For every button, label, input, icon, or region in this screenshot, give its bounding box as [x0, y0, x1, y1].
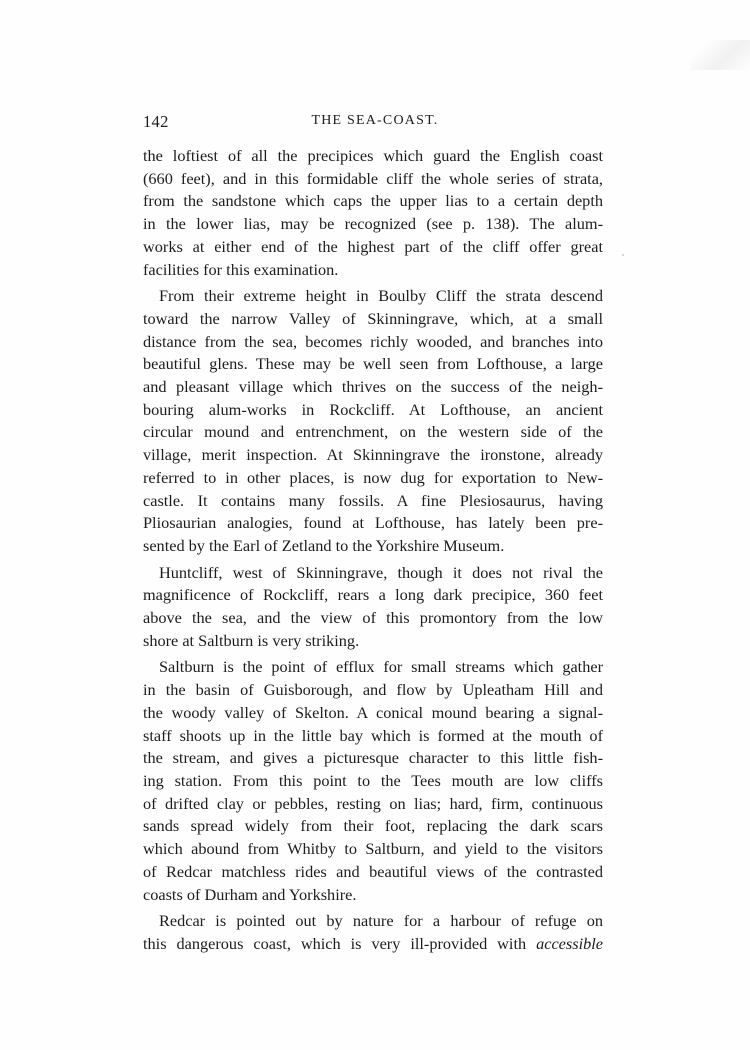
text-line: magnificence of Rockcliff, rears a long dark precipice, 360 feet — [143, 585, 603, 605]
italic-word: accessible — [536, 933, 603, 953]
text-line: sands spread widely from their foot, replacing the dark scars — [143, 816, 603, 836]
text-line: ing station. From this point to the Tees mouth are low cliffs — [143, 770, 603, 790]
text-line: in the lower lias, may be recognized (see p. 138). The alum- — [143, 214, 603, 234]
text-line: toward the narrow Valley of Skinningrave, which, at a small — [143, 308, 603, 328]
text-line: the loftiest of all the precipices which guard the English coast — [143, 146, 603, 165]
running-head: THE SEA-COAST. — [311, 113, 439, 128]
text-line: the stream, and gives a picturesque character to this little fish- — [143, 748, 603, 768]
body-text — [143, 145, 603, 960]
text-line: of drifted clay or pebbles, resting on lias; hard, firm, continuous — [143, 793, 603, 813]
paragraph — [143, 656, 603, 906]
text-line: bouring alum-works in Rockcliff. At Lofthouse, an ancient — [143, 399, 603, 419]
text-line: Redcar is pointed out by nature for a harbour of refuge on — [159, 911, 603, 931]
text-line: village, merit inspection. At Skinningrave the ironstone, already — [143, 445, 603, 465]
paragraph — [143, 562, 603, 653]
text-line: coasts of Durham and Yorkshire. — [143, 884, 357, 904]
text-line: shore at Saltburn is very striking. — [143, 630, 360, 650]
paragraph — [143, 910, 603, 955]
text-line: the woody valley of Skelton. A conical mound bearing a signal- — [143, 702, 603, 722]
text-line: above the sea, and the view of this promontory from the low — [143, 608, 603, 628]
text-line: beautiful glens. These may be well seen from Lofthouse, a large — [143, 354, 603, 374]
text-line: From their extreme height in Boulby Cliff the strata descend — [159, 286, 603, 306]
text-line: Huntcliff, west of Skinningrave, though it does not rival the — [159, 562, 603, 582]
text-line: sented by the Earl of Zetland to the Yorkshire Museum. — [143, 535, 505, 555]
page-stain — [690, 40, 750, 70]
text-line: (660 feet), and in this formidable cliff the whole series of strata, — [143, 168, 603, 188]
text-line — [143, 933, 603, 956]
text-line: Saltburn is the point of efflux for small streams which gather — [159, 657, 603, 677]
text-line: distance from the sea, becomes richly wooded, and branches into — [143, 331, 603, 351]
text-line: of Redcar matchless rides and beautiful views of the contrasted — [143, 861, 603, 881]
text-fragment: this dangerous coast, which is very ill-provided with — [143, 933, 527, 953]
text-line: referred to in other places, is now dug for exportation to New- — [143, 467, 603, 487]
text-line: in the basin of Guisborough, and flow by Upleatham Hill and — [143, 680, 603, 700]
text-line: staff shoots up in the little bay which is formed at the mouth of — [143, 725, 603, 745]
page-header — [143, 112, 601, 136]
text-line: facilities for this examination. — [143, 259, 339, 279]
text-line: Pliosaurian analogies, found at Lofthouse, has lately been pre- — [143, 513, 603, 533]
paragraph — [143, 285, 603, 557]
paper-speck — [622, 254, 624, 256]
text-line: circular mound and entrenchment, on the western side of the — [143, 422, 603, 442]
page-number: 142 — [143, 112, 169, 131]
text-line: which abound from Whitby to Saltburn, and yield to the visitors — [143, 839, 603, 859]
text-line: and pleasant village which thrives on the success of the neigh- — [143, 377, 603, 397]
text-line: castle. It contains many fossils. A fine Plesiosaurus, having — [143, 490, 603, 510]
paragraph — [143, 145, 603, 281]
text-line: works at either end of the highest part of the cliff offer great — [143, 236, 603, 256]
text-line: from the sandstone which caps the upper lias to a certain depth — [143, 191, 603, 211]
